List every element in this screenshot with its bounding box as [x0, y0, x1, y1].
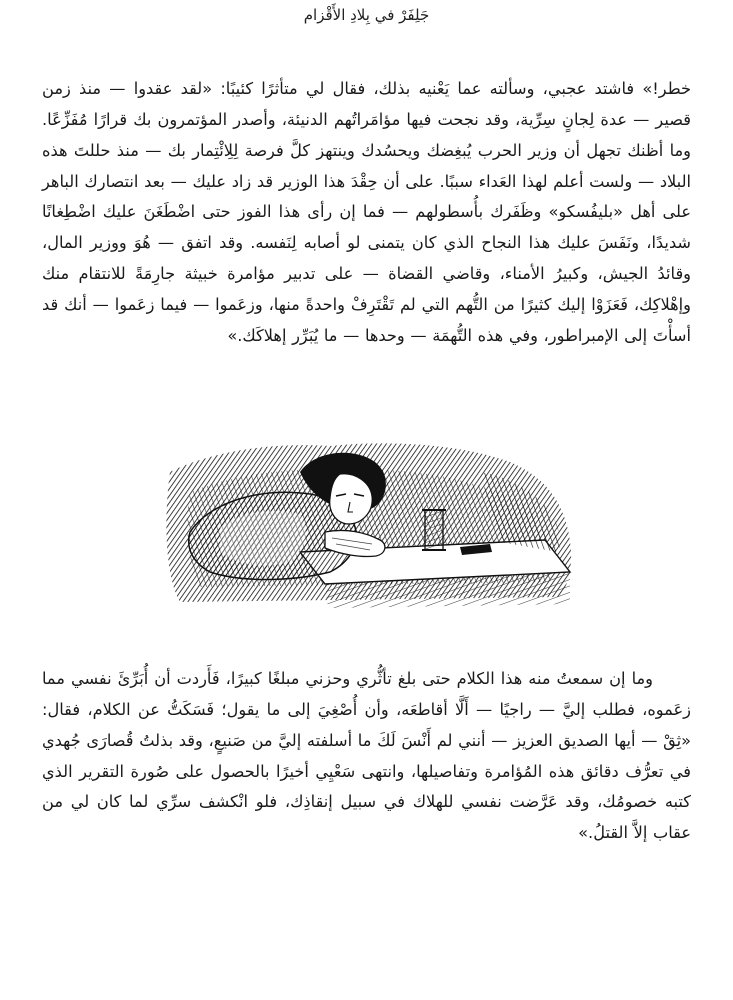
running-header: جَلِفَرْ في بِلادِ الأَقْزام: [303, 6, 430, 24]
hourglass: [425, 510, 443, 550]
man-reading-by-candle-icon: [150, 432, 580, 610]
paragraph-2: وما إن سمعتُ منه هذا الكلام حتى بلغ تأثُّري وحزني مبلغًا كبيرًا، فَأَردت أن أُبَرِّئَ نفسي مما زعَموه، فطلب إليَّ — راجيًا — أَلَّا أقاطعَه، وأن أُصْغِيَ إلى ما يقول؛ فَسَكَتُّ عن الكلام، فقال: «ثِقْ — أيها الصديق العزيز — أنني لم أَنْسَ لَكَ ما أسلفته إليَّ من صَنيعٍ، وقد بذلتُ قُصارَى جُهدي في تعرُّف دقائق هذه المُؤامرة وتفاصيلها، وانتهى سَعْيِي أخيرًا بالحصول على صُورة التقرير الذي كتبه خصومُك، وقد عَرَّضت نفسي للهلاك في سبيل إنقاذِك، فلو انْكشف سرِّي لما كان لي من عقاب إلاَّ القتلُ.»: [42, 669, 691, 843]
paragraph-1: خطر!» فاشتد عجبي، وسألته عما يَعْنيه بذلك، فقال لي متأثرًا كئيبًا: «لقد عقدوا — منذ زمن قصير — عدة لِجانٍ سِرِّية، وقد نجحت فيها مؤامَراتُهم الدنيئة، وأصدر المؤتمرون بك قرارًا مُفَزِّعًا. وما أظنك تجهل أن وزير الحرب يُبغِضك ويحسُدك وينتهز كلَّ فرصة لِلِائْتِمار بك — منذ حللتَ هذه البلاد — ولست أعلم لهذا العَداء سببًا. على أن حِقْدَ هذا الوزير قد زاد عليك — بعد انتصارك الباهر على أهل «بليفُسكو» وظَفَرك بأُسطولهم — فما إن رأى هذا الفوز حتى اضْطَغَنَ عليك اضْطِغانًا شديدًا، ونَفَسَ عليك هذا النجاح الذي كان يتمنى لو أصابه لِنَفسه. وقد اتفق — هُوَ ووزير المال، وقائدُ الجيش، وكبيرُ الأمناء، وقاضي القضاة — على تدبير مؤامرة خبيثة جارِمَةً للانتقام منك وإهْلاكِك، فَعَزَوْا إليك كثيرًا من التُّهم التي لم تَقْتَرِفْ واحدةً منها، وزعَموا — فيما زعَموا — أنك قد أسأْتَ إلى الإمبراطور، وفي هذه التُّهمَة — وحدها — ما يُبَرِّر إهلاكَك.»: [42, 79, 691, 345]
